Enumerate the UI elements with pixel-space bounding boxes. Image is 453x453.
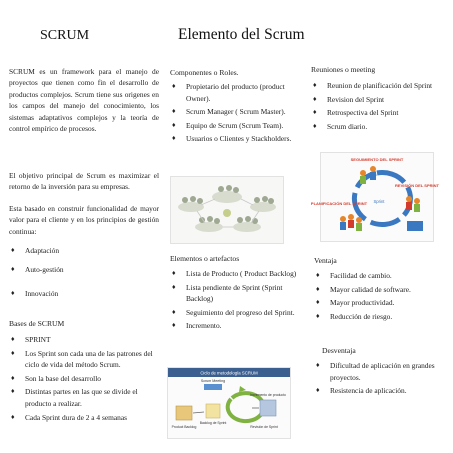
list-item: ♦ Resistencia de aplicación. xyxy=(316,386,407,396)
list-item: ♦ Distintas partes en las que se divide el producto a realizar. xyxy=(11,387,138,408)
bullet-icon: ♦ xyxy=(11,264,15,273)
bullet-icon: ♦ xyxy=(313,81,317,89)
list-item: ♦ Innovación xyxy=(11,289,59,299)
reuniones-heading: Reuniones o meeting xyxy=(311,65,376,74)
bullet-icon: ♦ xyxy=(11,246,15,254)
artefactos-heading: Elementos o artefactos xyxy=(170,254,240,263)
list-item: ♦ Lista pendiente de Sprint (Sprint Backlog) xyxy=(172,282,283,304)
componentes-heading: Componentes o Roles. xyxy=(170,68,239,77)
list-item: ♦ Lista de Producto ( Product Backlog) xyxy=(172,269,297,278)
reuniones-list xyxy=(311,80,451,132)
bullet-icon: ♦ xyxy=(172,134,176,143)
principios-list xyxy=(9,245,159,300)
list-item: ♦ Son la base del desarrollo xyxy=(11,373,101,383)
desventajas-list xyxy=(314,360,448,397)
bullet-icon: ♦ xyxy=(11,289,15,298)
diagram-label: Product Backlog xyxy=(171,425,197,429)
box-icon xyxy=(407,221,423,231)
artefactos-list xyxy=(170,268,308,332)
list-item: ♦ Incremento. xyxy=(172,321,222,331)
bullet-icon: ♦ xyxy=(313,121,317,130)
bullet-icon: ♦ xyxy=(11,348,15,357)
diagram-label: Scrum Meeting xyxy=(200,379,226,383)
list-item: ♦ SPRINT xyxy=(11,335,51,344)
list-item: ♦ Mayor productividad. xyxy=(316,298,395,308)
bullet-icon: ♦ xyxy=(11,412,15,421)
cycle-label: Sprint xyxy=(373,199,385,204)
bullet-icon: ♦ xyxy=(172,321,176,330)
bases-list xyxy=(9,334,154,423)
list-item: ♦ Usuarios o Clientes y Stackholders. xyxy=(172,134,292,144)
bullet-icon: ♦ xyxy=(316,361,320,369)
scrum-cycle-diagram xyxy=(167,367,291,439)
list-item: ♦ Revision del Sprint xyxy=(313,94,385,104)
list-item: ♦ Reducción de riesgo. xyxy=(316,311,393,321)
desventaja-heading: Desventaja xyxy=(322,346,356,355)
title-scrum: SCRUM xyxy=(40,28,90,43)
bullet-icon: ♦ xyxy=(11,373,15,382)
bullet-icon: ♦ xyxy=(172,282,176,291)
bullet-icon: ♦ xyxy=(172,120,176,129)
team-illustration xyxy=(170,176,284,244)
list-item: ♦ Adaptación xyxy=(11,246,60,255)
list-item: ♦ Dificultad de aplicación en grandes proyectos. xyxy=(316,361,435,382)
basado-paragraph: Esta basado en construir funcionalidad de mayor valor para el cliente y en los principios de gestión continua: xyxy=(9,204,159,236)
bases-heading: Bases de SCRUM xyxy=(9,319,65,328)
bullet-icon: ♦ xyxy=(172,269,176,277)
cycle-label: PLANIFICACIÓN DEL SPRINT xyxy=(310,201,368,206)
bullet-icon: ♦ xyxy=(316,311,320,320)
list-item: ♦ Mayor calidad de software. xyxy=(316,284,411,294)
list-item: ♦ Scrum diario. xyxy=(313,121,368,131)
list-item: ♦ Auto-gestión xyxy=(11,264,64,274)
componentes-list xyxy=(170,81,308,145)
bullet-icon: ♦ xyxy=(316,386,320,395)
bullet-icon: ♦ xyxy=(316,298,320,307)
bullet-icon: ♦ xyxy=(172,82,176,90)
list-item: ♦ Retrospectiva del Sprint xyxy=(313,108,399,118)
list-item: ♦ Propietario del producto (product Owner). xyxy=(172,82,285,103)
cycle-label: REVISIÓN DEL SPRINT xyxy=(395,183,439,188)
list-item: ♦ Scrum Manager ( Scrum Master). xyxy=(172,107,286,117)
diagram-label: Backlog de Sprint xyxy=(199,421,227,425)
diagram-label: Revisión de Sprint xyxy=(250,425,278,429)
diagram-title: Ciclo de metodología SCRUM xyxy=(200,370,258,376)
bullet-icon: ♦ xyxy=(11,335,15,343)
intro-paragraph: SCRUM es un framework para el manejo de proyectos que tienen como fin el desarrollo de productos complejos. Scrum tiene sus origenes en los campos del manejo del conocimiento, los sistemas adaptativos complejos y la teoría de control empírico de procesos. xyxy=(9,67,159,134)
list-item: ♦ Equipo de Scrum (Scrum Team). xyxy=(172,120,284,130)
bullet-icon: ♦ xyxy=(313,108,317,117)
list-item: ♦ Cada Sprint dura de 2 a 4 semanas xyxy=(11,412,128,422)
people-group-icon xyxy=(171,177,283,243)
diagram-label: Incremento de producto xyxy=(250,393,286,397)
list-item: ♦ Facilidad de cambio. xyxy=(316,271,392,280)
bullet-icon: ♦ xyxy=(11,387,15,396)
list-item: ♦ Reunion de planificación del Sprint xyxy=(313,81,433,90)
bullet-icon: ♦ xyxy=(172,307,176,316)
sprint-cycle-illustration xyxy=(310,152,439,242)
cycle-label: SEGUIMIENTO DEL SPRINT xyxy=(350,157,404,162)
bullet-icon: ♦ xyxy=(172,107,176,116)
ventaja-heading: Ventaja xyxy=(314,256,337,265)
list-item: ♦ Seguimiento del progreso del Sprint. xyxy=(172,307,295,317)
bullet-icon: ♦ xyxy=(316,284,320,293)
title-elemento: Elemento del Scrum xyxy=(178,26,305,43)
objetivo-paragraph: El objetivo principal de Scrum es maximizar el retorno de la inversión para su empresas. xyxy=(9,171,159,192)
bullet-icon: ♦ xyxy=(313,94,317,103)
bullet-icon: ♦ xyxy=(316,271,320,279)
list-item: ♦ Los Sprint son cada una de las patrones del ciclo de vida del método Scrum. xyxy=(11,348,153,370)
ventajas-list xyxy=(314,270,450,322)
